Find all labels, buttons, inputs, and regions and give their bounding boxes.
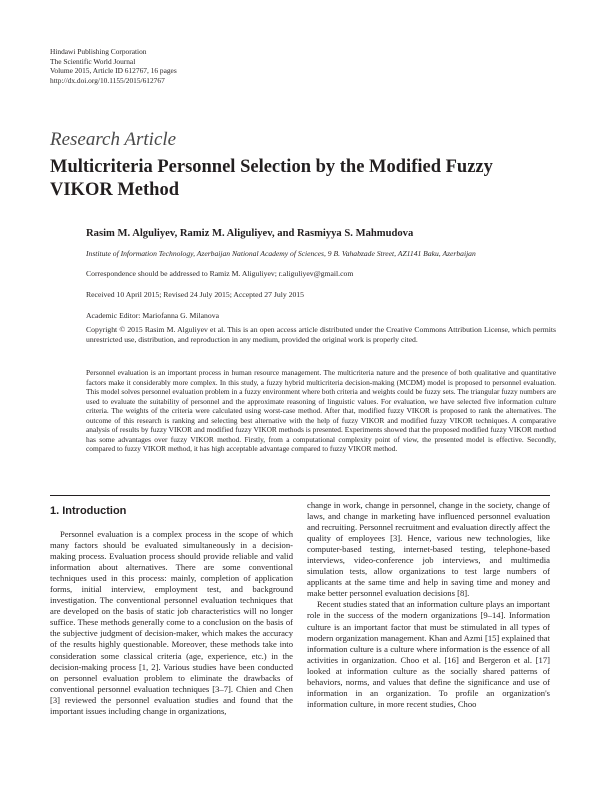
paragraph: change in work, change in personnel, change in the society, change of laws, and change in marketing have influenced personnel evaluation and recruiting. Personnel recruitment and evaluation directly affect the quality of employees [3]. Hence, various new technologies, like computer-based testing, internet-based testing, telephone-based interviews, video-conference job interviews, and multimedia simulation tests, allow organizations to test large numbers of applicants at the same time and help in saving time and money and make better personnel evaluation decisions [8]. [307,500,550,599]
article-title [50,156,570,202]
title-line-2: VIKOR Method [50,180,179,200]
publisher-name: Hindawi Publishing Corporation [50,47,147,56]
volume-info: Volume 2015, Article ID 612767, 16 pages [50,66,177,76]
affiliation: Institute of Information Technology, Azerbaijan National Academy of Sciences, 9 B. Vahabzade Street, AZ1141 Baku, Azerbaijan [86,249,476,258]
journal-name: The Scientific World Journal [50,56,136,66]
paragraph: Personnel evaluation is a complex process in the scope of which many factors should be evaluated simultaneously in a decision-making process. Evaluation process should provide reliable and valid information about alternatives. There are some conventional techniques used in this process: mainly, completion of application forms, initial interview, employment test, and background investigation. The conventional personnel evaluation techniques that are developed on the basis of static job characteristics will no longer suffice. These methods generally come to a conclusion on the basis of the subjective judgment of decision-maker, which makes the accuracy of the results highly questionable. Moreover, these methods take into consideration some classical criteria (age, experience, etc.) in the decision-making process [1, 2]. Various studies have been conducted on personnel evaluation problem to eliminate the drawbacks of conventional personnel evaluation techniques [3–7]. Chien and Chen [3] reviewed the personnel evaluation studies and found that the important issues including change in organizations, [50,529,293,716]
title-line-1: Multicriteria Personnel Selection by the Modified Fuzzy [50,157,493,177]
paragraph: Recent studies stated that an information culture plays an important role in the success of the modern organizations [9–14]. Information culture is an important factor that must be stimulated in all types of modern organization management. Khan and Azmi [15] explained that information culture is a culture where information is the essence of all activities in organization. Choo et al. [16] and Bergeron et al. [17] looked at information culture as the socially shared patterns of behaviors, norms, and values that define the significance and use of information in an organization. To profile an organization's information culture, in more recent studies, Choo [307,599,550,709]
publication-info [50,47,177,85]
body-column-right [307,500,550,710]
author-list: Rasim M. Alguliyev, Ramiz M. Aliguliyev, and Rasmiyya S. Mahmudova [86,228,414,239]
doi-link[interactable]: http://dx.doi.org/10.1155/2015/612767 [50,75,165,85]
abstract: Personnel evaluation is an important process in human resource management. The multicriteria nature and the presence of both qualitative and quantitative factors make it considerably more complex. In this study, a fuzzy hybrid multicriteria decision-making (MCDM) model is proposed to personnel evaluation. This model solves personnel evaluation problem in a fuzzy environment where both criteria and weights could be fuzzy sets. The triangular fuzzy numbers are used to evaluate the suitability of personnel and the approximate reasoning of linguistic values. For evaluation, we have selected five information culture criteria. The weights of the criteria were calculated using worst-case method. After that, modified fuzzy VIKOR is proposed to rank the alternatives. The outcome of this research is ranking and selecting best alternative with the help of fuzzy VIKOR and modified fuzzy VIKOR techniques. A comparative analysis of results by fuzzy VIKOR and modified fuzzy VIKOR methods is presented. Experiments showed that the proposed modified fuzzy VIKOR method has some advantages over fuzzy VIKOR method. Firstly, from a computational complexity point of view, the presented model is effective. Secondly, compared to fuzzy VIKOR method, it has high acceptable advantage compared to fuzzy VIKOR method. [86,368,556,453]
section-heading: 1. Introduction [50,505,127,517]
correspondence: Correspondence should be addressed to Ramiz M. Aliguliyev; r.aliguliyev@gmail.com [86,269,354,278]
section-divider [50,495,550,496]
body-column-left [50,529,293,717]
copyright-notice: Copyright © 2015 Rasim M. Alguliyev et al. This is an open access article distributed under the Creative Commons Attribution License, which permits unrestricted use, distribution, and reproduction in any medium, provided the original work is properly cited. [86,325,556,344]
received-dates: Received 10 April 2015; Revised 24 July 2015; Accepted 27 July 2015 [86,290,304,299]
academic-editor: Academic Editor: Mariofanna G. Milanova [86,311,219,320]
article-type: Research Article [50,129,177,150]
